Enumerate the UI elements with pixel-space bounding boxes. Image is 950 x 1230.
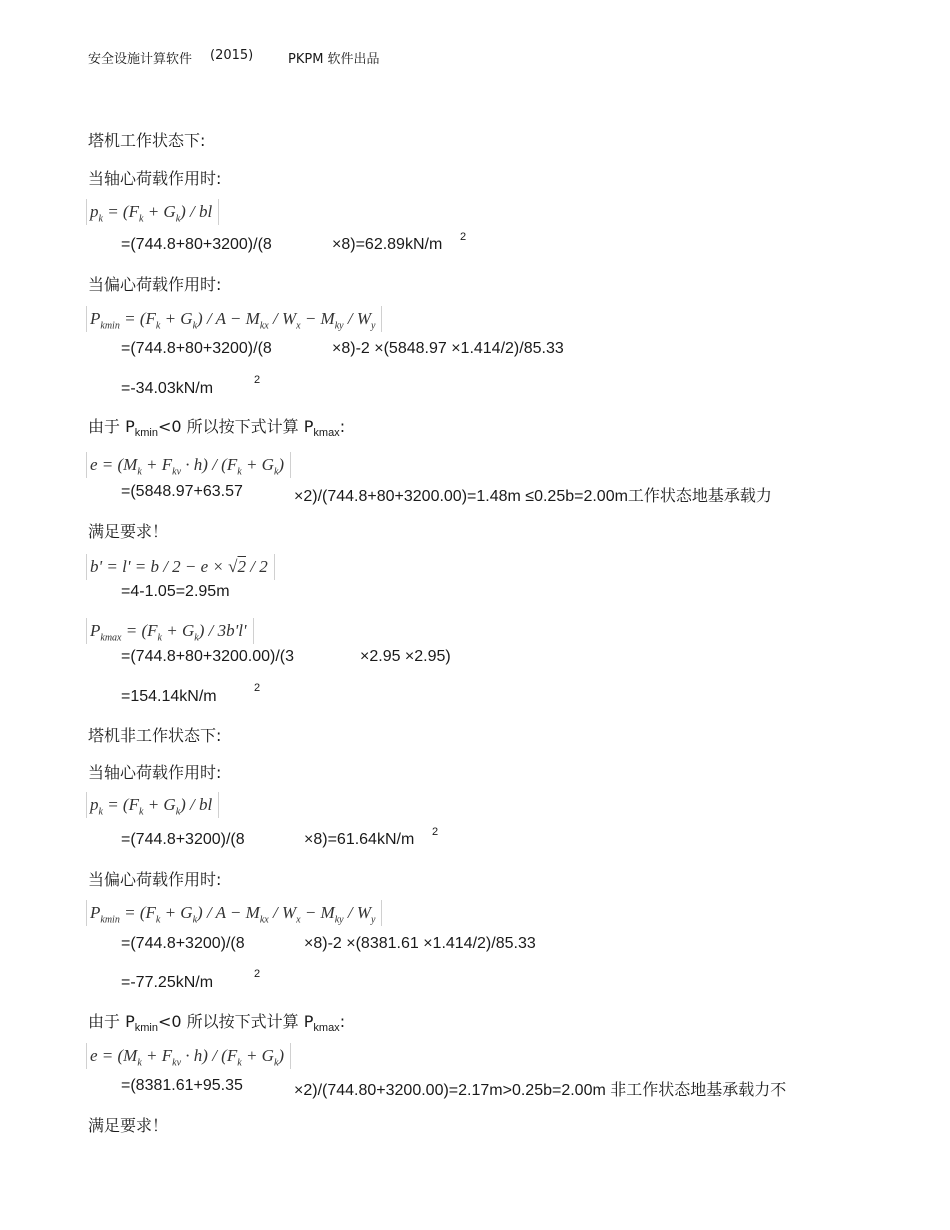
calc-pkmin-1a: =(744.8+80+3200)/(8 — [121, 340, 272, 357]
requirement-not-met: 满足要求！ — [88, 1116, 169, 1135]
eccentric-load-heading-2: 当偏心荷载作用时: — [88, 870, 222, 889]
since-text: 由于 P — [88, 417, 135, 436]
calc-b-prime: =4-1.05=2.95m — [121, 583, 230, 600]
header-software: 安全设施计算软件 — [88, 52, 193, 67]
requirement-met: 满足要求！ — [88, 522, 169, 541]
formula-e-1: $e = (M_k + F_{kv} \cdot h) / (F_k + G_k)$ — [86, 452, 291, 478]
calc-pk-2a: =(744.8+3200)/(8 — [121, 831, 245, 848]
subscript-kmin: kmin — [134, 427, 158, 439]
superscript-2: 2 — [460, 231, 467, 243]
since-text: <0 所以按下式计算 P — [157, 1012, 314, 1031]
subscript-kmax: kmax — [313, 1022, 340, 1034]
formula-pkmin-1: $P_{kmin} = (F_k + G_k) / A - M_{kx} / W_x - M_{ky} / W_y$ — [86, 306, 382, 332]
calc-e-1a: =(5848.97+63.57 — [121, 483, 243, 500]
calc-pk-2b: ×8)=61.64kN/m — [304, 831, 415, 848]
formula-e-2: $e = (M_k + F_{kv} \cdot h) / (F_k + G_k)$ — [86, 1043, 291, 1069]
formula-pkmax-1: $P_{kmax} = (F_k + G_k) / 3b'l'$ — [86, 618, 254, 644]
superscript-2: 2 — [254, 374, 261, 386]
formula-pkmin-2: $P_{kmin} = (F_k + G_k) / A - M_{kx} / W_x - M_{ky} / W_y$ — [86, 900, 382, 926]
header-year: (2015) — [210, 48, 254, 63]
header-publisher: PKPM 软件出品 — [288, 52, 380, 67]
calc-pkmin-1b: ×8)-2 ×(5848.97 ×1.414/2)/85.33 — [332, 340, 564, 357]
calc-pkmax-1a: =(744.8+80+3200.00)/(3 — [121, 648, 295, 665]
subscript-kmax: kmax — [313, 427, 340, 439]
work-state-heading: 塔机工作状态下: — [88, 131, 206, 150]
formula-pk-1: $p_k = (F_k + G_k)$ / bl — [86, 199, 219, 225]
axial-load-heading-2: 当轴心荷载作用时: — [88, 763, 222, 782]
calc-pkmax-1c: =154.14kN/m — [121, 688, 217, 705]
calc-pk-1a: =(744.8+80+3200)/(8 — [121, 236, 272, 253]
axial-load-heading-1: 当轴心荷载作用时: — [88, 169, 222, 188]
calc-pkmax-1b: ×2.95 ×2.95) — [360, 648, 451, 665]
nonwork-state-heading: 塔机非工作状态下: — [88, 726, 222, 745]
formula-pk-2: $p_k = (F_k + G_k)$ / bl — [86, 792, 219, 818]
calc-pkmin-2b: ×8)-2 ×(8381.61 ×1.414/2)/85.33 — [304, 935, 536, 952]
calc-e-2a: =(8381.61+95.35 — [121, 1077, 243, 1094]
since-text: 由于 P — [88, 1012, 135, 1031]
since-line-2 — [88, 1009, 345, 1032]
since-line-1 — [88, 414, 345, 437]
since-colon: : — [339, 417, 346, 436]
calc-pkmin-2a: =(744.8+3200)/(8 — [121, 935, 245, 952]
superscript-2: 2 — [432, 826, 439, 838]
superscript-2: 2 — [254, 968, 261, 980]
subscript-kmin: kmin — [134, 1022, 158, 1034]
formula-b-prime: b' = l' = b / 2 − e × √2 / 2 — [86, 554, 275, 580]
calc-pk-1b: ×8)=62.89kN/m — [332, 236, 443, 253]
calc-pkmin-1c: =-34.03kN/m — [121, 380, 214, 397]
since-colon: : — [339, 1012, 346, 1031]
superscript-2: 2 — [254, 682, 261, 694]
calc-pkmin-2c: =-77.25kN/m — [121, 974, 214, 991]
eccentric-load-heading-1: 当偏心荷载作用时: — [88, 275, 222, 294]
since-text: <0 所以按下式计算 P — [157, 417, 314, 436]
calc-e-2b: ×2)/(744.80+3200.00)=2.17m>0.25b=2.00m 非工作状态地基承载力不 — [294, 1082, 787, 1099]
calc-e-1b: ×2)/(744.8+80+3200.00)=1.48m ≤0.25b=2.00m工作状态地基承载力 — [294, 488, 772, 505]
